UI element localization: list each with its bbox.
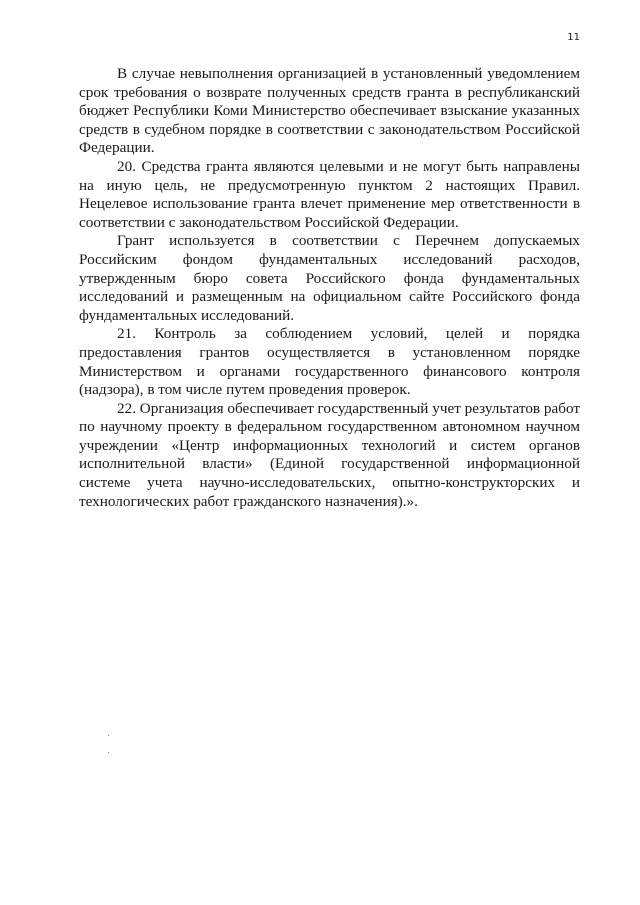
paragraph-20-purpose: 20. Средства гранта являются целевыми и не могут быть направлены на иную цель, не предусмотренную пунктом 2 настоящих Правил. Нецелевое использование гранта влечет применение мер ответственности в соответствии с законодательством Российской Федерации. xyxy=(79,157,580,231)
document-body xyxy=(79,65,580,511)
scan-speck xyxy=(108,752,109,753)
paragraph-21-control: 21. Контроль за соблюдением условий, целей и порядка предоставления грантов осуществляется в установленном порядке Министерством и органами государственного финансового контроля (надзора), в том числе путем проведения проверок. xyxy=(79,325,580,399)
paragraph-grant-refund: В случае невыполнения организацией в установленный уведомлением срок требования о возврате полученных средств гранта в республиканский бюджет Республики Коми Министерство обеспечивает взыскание указанных средств в судебном порядке в соответствии с законодательством Российской Федерации. xyxy=(79,65,580,157)
page-number: 11 xyxy=(567,32,580,43)
paragraph-grant-usage: Грант используется в соответствии с Перечнем допускаемых Российским фондом фундаментальных исследований расходов, утвержденным бюро совета Российского фонда фундаментальных исследований и размещенным на официальном сайте Российского фонда фундаментальных исследований. xyxy=(79,232,580,324)
paragraph-22-accounting: 22. Организация обеспечивает государственный учет результатов работ по научному проекту в федеральном государственном автономном научном учреждении «Центр информационных технологий и систем органов исполнительной власти» (Единой государственной информационной системе учета научно-исследовательских, опытно-конструкторских и технологических работ гражданского назначения).». xyxy=(79,399,580,510)
scan-speck xyxy=(108,735,109,736)
